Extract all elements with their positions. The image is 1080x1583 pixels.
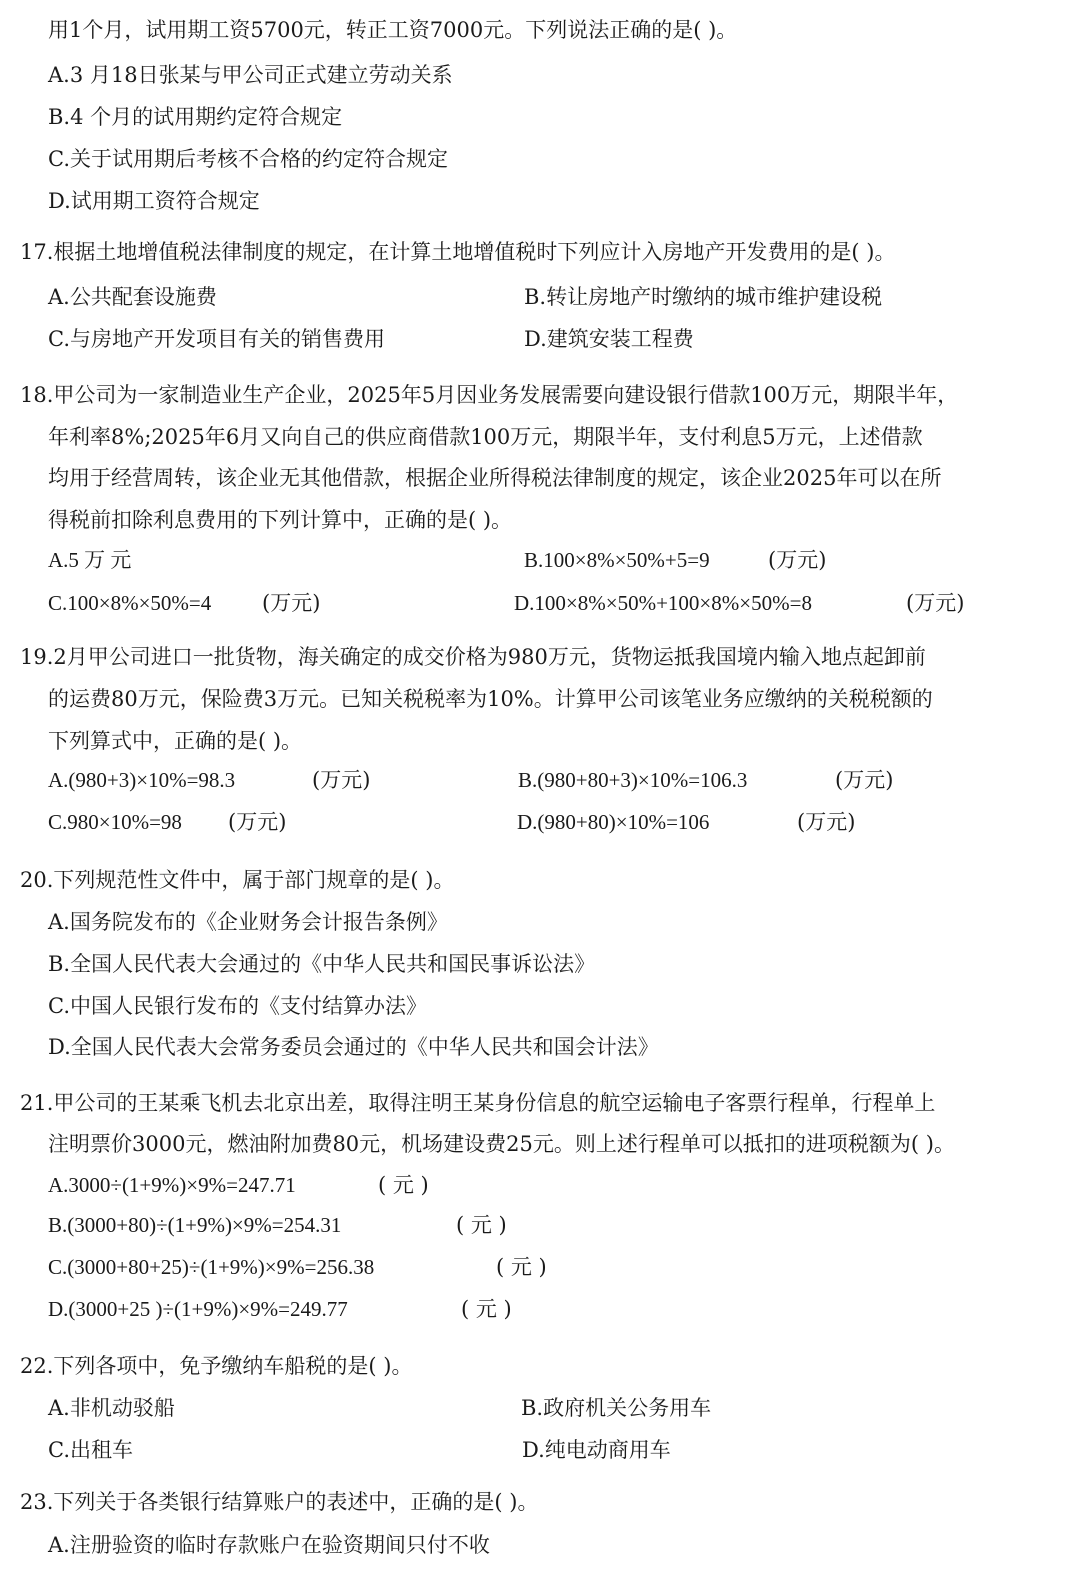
q19-option-c: C.980×10%=98 — [48, 810, 182, 834]
q17-option-b: B.转让房地产时缴纳的城市维护建设税 — [524, 285, 883, 309]
q19-option-b: B.(980+80+3)×10%=106.3 — [518, 768, 748, 792]
q19-option-d: D.(980+80)×10%=106 — [517, 810, 710, 834]
q18-stem-line1: 18.甲公司为一家制造业生产企业，2025年5月因业务发展需要向建设银行借款100万元，期限半年， — [20, 383, 959, 407]
q16-option-b: B.4 个月的试用期约定符合规定 — [48, 105, 343, 129]
q20-option-d: D.全国人民代表大会常务委员会通过的《中华人民共和国会计法》 — [48, 1035, 659, 1059]
q21-option-c: C.(3000+80+25)÷(1+9%)×9%=256.38 — [48, 1255, 375, 1279]
q16-option-c: C.关于试用期后考核不合格的约定符合规定 — [48, 147, 448, 171]
q21-option-a: A.3000÷(1+9%)×9%=247.71 — [48, 1173, 296, 1197]
q21-option-b: B.(3000+80)÷(1+9%)×9%=254.31 — [48, 1213, 342, 1237]
q18-stem-line2: 年利率8%;2025年6月又向自己的供应商借款100万元，期限半年，支付利息5万元，上述借款 — [48, 425, 923, 449]
q20-stem: 20.下列规范性文件中，属于部门规章的是( )。 — [20, 868, 455, 892]
q17-option-c: C.与房地产开发项目有关的销售费用 — [48, 327, 385, 351]
q18-option-b-unit: (万元) — [768, 548, 827, 572]
q19-option-a-unit: (万元) — [312, 768, 371, 792]
q19-stem-line3: 下列算式中，正确的是( )。 — [48, 729, 303, 753]
q20-option-a: A.国务院发布的《企业财务会计报告条例》 — [48, 910, 448, 934]
q19-option-d-unit: (万元) — [797, 810, 856, 834]
q16-stem-continuation: 用1个月，试用期工资5700元，转正工资7000元。下列说法正确的是( )。 — [48, 18, 738, 42]
q18-stem-line4: 得税前扣除利息费用的下列计算中，正确的是( )。 — [48, 508, 513, 532]
q21-stem-line1: 21.甲公司的王某乘飞机去北京出差，取得注明王某身份信息的航空运输电子客票行程单，行程单上 — [20, 1091, 936, 1115]
q19-stem-line2: 的运费80万元，保险费3万元。已知关税税率为10%。计算甲公司该笔业务应缴纳的关税税额的 — [48, 687, 933, 711]
q21-option-d-unit: ( 元 ) — [461, 1297, 512, 1321]
q19-option-a: A.(980+3)×10%=98.3 — [48, 768, 236, 792]
q21-option-a-unit: ( 元 ) — [378, 1173, 429, 1197]
q22-option-a: A.非机动驳船 — [48, 1396, 175, 1420]
q20-option-c: C.中国人民银行发布的《支付结算办法》 — [48, 994, 427, 1018]
q18-option-d: D.100×8%×50%+100×8%×50%=8 — [514, 591, 812, 615]
q16-option-d: D.试用期工资符合规定 — [48, 189, 260, 213]
q21-option-d: D.(3000+25 )÷(1+9%)×9%=249.77 — [48, 1297, 348, 1321]
q17-stem: 17.根据土地增值税法律制度的规定，在计算土地增值税时下列应计入房地产开发费用的是( )。 — [20, 240, 896, 264]
q18-option-d-unit: (万元) — [906, 591, 965, 615]
q18-option-c: C.100×8%×50%=4 — [48, 591, 212, 615]
q18-stem-line3: 均用于经营周转，该企业无其他借款，根据企业所得税法律制度的规定，该企业2025年可以在所 — [48, 466, 942, 490]
q17-option-a: A.公共配套设施费 — [48, 285, 217, 309]
q21-option-c-unit: ( 元 ) — [496, 1255, 547, 1279]
q19-option-b-unit: (万元) — [835, 768, 894, 792]
q22-stem: 22.下列各项中，免予缴纳车船税的是( )。 — [20, 1354, 413, 1378]
q21-stem-line2: 注明票价3000元，燃油附加费80元，机场建设费25元。则上述行程单可以抵扣的进项税额为( )。 — [48, 1132, 955, 1156]
q18-option-a: A.5 万 元 — [48, 548, 132, 572]
q22-option-b: B.政府机关公务用车 — [521, 1396, 712, 1420]
q16-option-a: A.3 月18日张某与甲公司正式建立劳动关系 — [48, 63, 453, 87]
q19-stem-line1: 19.2月甲公司进口一批货物，海关确定的成交价格为980万元，货物运抵我国境内输入地点起卸前 — [20, 645, 926, 669]
q18-option-c-unit: (万元) — [262, 591, 321, 615]
q22-option-d: D.纯电动商用车 — [522, 1438, 671, 1462]
q23-stem: 23.下列关于各类银行结算账户的表述中，正确的是( )。 — [20, 1490, 539, 1514]
q23-option-a: A.注册验资的临时存款账户在验资期间只付不收 — [48, 1533, 490, 1557]
q19-option-c-unit: (万元) — [228, 810, 287, 834]
q17-option-d: D.建筑安装工程费 — [524, 327, 694, 351]
q20-option-b: B.全国人民代表大会通过的《中华人民共和国民事诉讼法》 — [48, 952, 596, 976]
q22-option-c: C.出租车 — [48, 1438, 133, 1462]
q21-option-b-unit: ( 元 ) — [456, 1213, 507, 1237]
q18-option-b: B.100×8%×50%+5=9 — [524, 548, 710, 572]
